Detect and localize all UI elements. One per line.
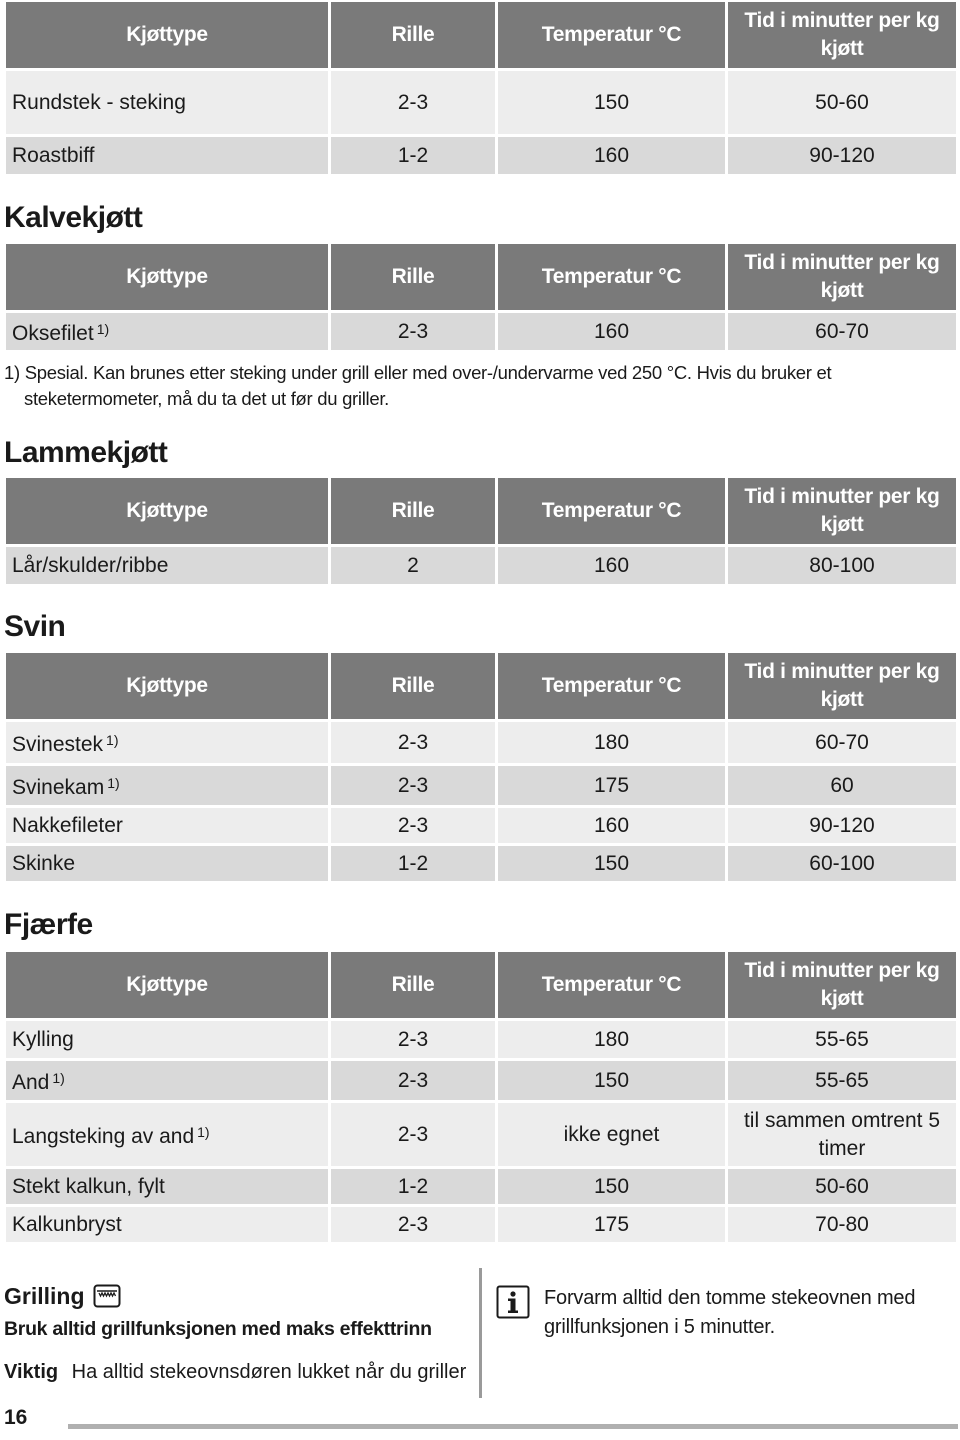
footnote-ref: 1): [107, 775, 120, 791]
table-svin: [3, 653, 959, 884]
cell-temperatur: 175: [498, 766, 725, 808]
kjottype-label: Svinestek: [12, 733, 104, 756]
table-row: [6, 313, 956, 353]
kjottype-label: Svinekam: [12, 776, 105, 799]
footnote-ref: 1): [52, 1070, 65, 1086]
table-header-row: [6, 244, 956, 313]
cell-rille: 2-3: [331, 1021, 495, 1061]
col-header-rille: Rille: [331, 478, 495, 547]
col-header-tid: Tid i minutter per kg kjøtt: [728, 952, 956, 1021]
cell-kjottype: [6, 1061, 328, 1103]
cell-tid: 55-65: [728, 1021, 956, 1061]
cell-rille: 1-2: [331, 846, 495, 884]
cell-temperatur: 160: [498, 137, 725, 177]
footnote-ref: 1): [106, 732, 119, 748]
cell-rille: 2-3: [331, 1207, 495, 1245]
col-header-kjottype: Kjøttype: [6, 478, 328, 547]
important-label: Viktig: [4, 1361, 59, 1383]
table-fjaerfe: [3, 952, 959, 1245]
cell-kjottype: Nakkefileter: [6, 808, 328, 846]
col-header-rille: Rille: [331, 653, 495, 722]
cell-tid: 60-70: [728, 313, 956, 353]
info-text: Forvarm alltid den tomme stekeovnen med grillfunksjonen i 5 minutter.: [544, 1287, 916, 1338]
table-row: [6, 71, 956, 137]
table-header-row: [6, 478, 956, 547]
section-title-kalvekjott: Kalvekjøtt: [4, 201, 143, 234]
table-header-row: [6, 952, 956, 1021]
col-header-rille: Rille: [331, 952, 495, 1021]
cell-kjottype: Skinke: [6, 846, 328, 884]
table-row: [6, 846, 956, 884]
grilling-title: Grilling: [4, 1282, 85, 1309]
footnote-ref: 1): [197, 1124, 210, 1140]
table-row: [6, 1061, 956, 1103]
table-header-row: [6, 653, 956, 722]
cell-kjottype: Kalkunbryst: [6, 1207, 328, 1245]
cell-rille: 2-3: [331, 722, 495, 766]
cell-rille: 2-3: [331, 1061, 495, 1103]
cell-temperatur: 180: [498, 1021, 725, 1061]
cell-rille: 2-3: [331, 313, 495, 353]
cell-rille: 2-3: [331, 766, 495, 808]
cell-tid: 50-60: [728, 1169, 956, 1207]
cell-temperatur: 175: [498, 1207, 725, 1245]
cell-rille: 1-2: [331, 137, 495, 177]
cell-temperatur: 150: [498, 71, 725, 137]
cell-kjottype: Roastbiff: [6, 137, 328, 177]
table-row: [6, 766, 956, 808]
table-header-row: [6, 2, 956, 71]
cell-temperatur: 160: [498, 313, 725, 353]
column-divider: [479, 1268, 482, 1398]
col-header-kjottype: Kjøttype: [6, 653, 328, 722]
cell-kjottype: [6, 1103, 328, 1169]
kjottype-label: Oksefilet: [12, 322, 94, 345]
cell-rille: 2-3: [331, 1103, 495, 1169]
cell-tid: 60-100: [728, 846, 956, 884]
section-title-fjaerfe: Fjærfe: [4, 908, 93, 941]
col-header-temperatur: Temperatur °C: [498, 952, 725, 1021]
important-note: [4, 1361, 466, 1384]
page-number: 16: [4, 1406, 28, 1429]
col-header-kjottype: Kjøttype: [6, 952, 328, 1021]
grill-icon: [93, 1284, 121, 1308]
col-header-kjottype: Kjøttype: [6, 244, 328, 313]
cell-tid: 50-60: [728, 71, 956, 137]
cell-tid: til sammen omtrent 5 timer: [728, 1103, 956, 1169]
col-header-temperatur: Temperatur °C: [498, 478, 725, 547]
cell-kjottype: Lår/skulder/ribbe: [6, 547, 328, 587]
col-header-temperatur: Temperatur °C: [498, 244, 725, 313]
table-row: [6, 808, 956, 846]
cell-temperatur: 180: [498, 722, 725, 766]
cell-rille: 1-2: [331, 1169, 495, 1207]
cell-temperatur: 150: [498, 1061, 725, 1103]
cell-tid: 80-100: [728, 547, 956, 587]
table-row: [6, 722, 956, 766]
info-icon: [496, 1285, 530, 1319]
table-row: [6, 1103, 956, 1169]
col-header-temperatur: Temperatur °C: [498, 2, 725, 71]
cell-kjottype: Kylling: [6, 1021, 328, 1061]
footnote-ref: 1): [96, 321, 110, 337]
cell-rille: 2-3: [331, 71, 495, 137]
col-header-rille: Rille: [331, 2, 495, 71]
kjottype-label: And: [12, 1071, 50, 1094]
cell-kjottype: [6, 313, 328, 353]
table-lammekjott: [3, 478, 959, 587]
table-row: [6, 1021, 956, 1061]
table-row: [6, 547, 956, 587]
col-header-tid: Tid i minutter per kg kjøtt: [728, 653, 956, 722]
cell-temperatur: ikke egnet: [498, 1103, 725, 1169]
table-kalvekjott: [3, 244, 959, 353]
table-storfe: [3, 2, 959, 177]
cell-tid: 55-65: [728, 1061, 956, 1103]
cell-kjottype: Rundstek - steking: [6, 71, 328, 137]
footnote-text: 1) Spesial. Kan brunes etter steking under grill eller med over-/undervarme ved 250 °C. Hvis du bruker et steketermometer, må du ta det ut før du griller.: [4, 362, 832, 409]
table-row: [6, 1207, 956, 1245]
grilling-subtitle: Bruk alltid grillfunksjonen med maks effekttrinn: [4, 1318, 432, 1340]
cell-kjottype: [6, 722, 328, 766]
grilling-heading: [4, 1280, 121, 1312]
col-header-temperatur: Temperatur °C: [498, 653, 725, 722]
important-text: Ha alltid stekeovnsdøren lukket når du griller: [71, 1361, 467, 1383]
cell-rille: 2: [331, 547, 495, 587]
cell-tid: 60-70: [728, 722, 956, 766]
col-header-tid: Tid i minutter per kg kjøtt: [728, 244, 956, 313]
col-header-kjottype: Kjøttype: [6, 2, 328, 71]
table-row: [6, 1169, 956, 1207]
cell-tid: 90-120: [728, 137, 956, 177]
cell-kjottype: [6, 766, 328, 808]
footer-rule: [68, 1424, 958, 1429]
cell-kjottype: Stekt kalkun, fylt: [6, 1169, 328, 1207]
cell-tid: 90-120: [728, 808, 956, 846]
cell-temperatur: 150: [498, 1169, 725, 1207]
section-title-lammekjott: Lammekjøtt: [4, 436, 168, 469]
kjottype-label: Langsteking av and: [12, 1125, 195, 1148]
col-header-tid: Tid i minutter per kg kjøtt: [728, 2, 956, 71]
cell-rille: 2-3: [331, 808, 495, 846]
table-row: [6, 137, 956, 177]
cell-temperatur: 160: [498, 547, 725, 587]
section-title-svin: Svin: [4, 610, 66, 643]
cell-temperatur: 160: [498, 808, 725, 846]
col-header-rille: Rille: [331, 244, 495, 313]
col-header-tid: Tid i minutter per kg kjøtt: [728, 478, 956, 547]
cell-tid: 70-80: [728, 1207, 956, 1245]
cell-tid: 60: [728, 766, 956, 808]
cell-temperatur: 150: [498, 846, 725, 884]
